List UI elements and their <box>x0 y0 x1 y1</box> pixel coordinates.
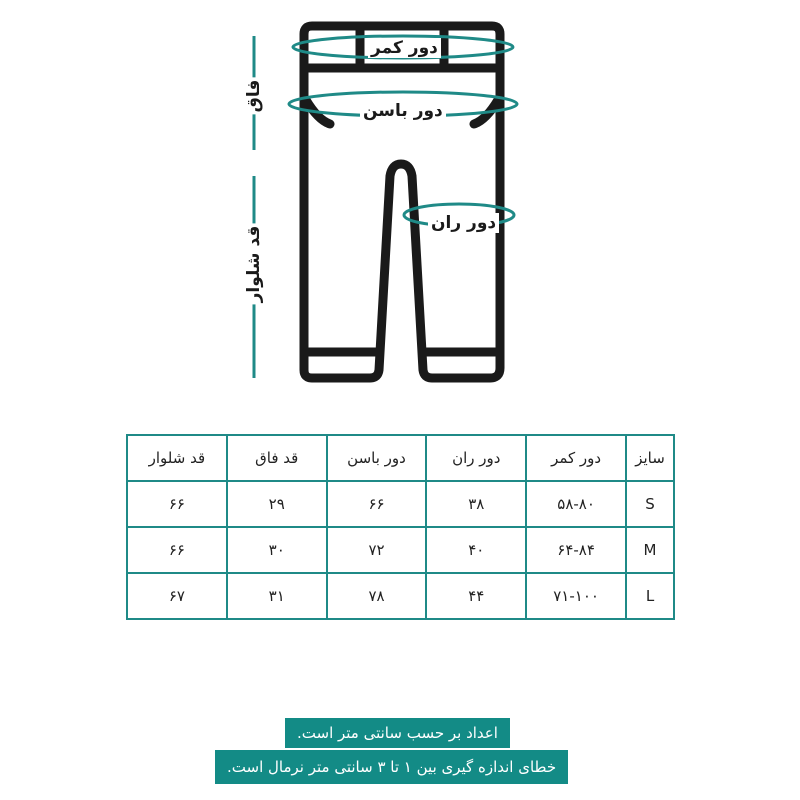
tolerance-note: خطای اندازه گیری بین ۱ تا ۳ سانتی متر نرمال است. <box>215 750 568 784</box>
table-header: دور باسن <box>327 435 427 481</box>
table-cell: ۶۷ <box>127 573 227 619</box>
table-header: دور کمر <box>526 435 626 481</box>
pants-silhouette <box>304 26 500 378</box>
thigh-label: دور ران <box>428 213 499 233</box>
table-cell: ۳۰ <box>227 527 327 573</box>
table-header: دور ران <box>426 435 526 481</box>
table-cell: ۲۹ <box>227 481 327 527</box>
table-cell: ۴۴ <box>426 573 526 619</box>
table-cell: ۶۶ <box>127 481 227 527</box>
table-cell: ۷۲ <box>327 527 427 573</box>
table-cell: ۳۱ <box>227 573 327 619</box>
table-cell: ۷۱-۱۰۰ <box>526 573 626 619</box>
table-cell: ۳۸ <box>426 481 526 527</box>
size-table <box>126 434 675 620</box>
table-header: قد فاق <box>227 435 327 481</box>
hip-label: دور باسن <box>360 101 446 121</box>
table-cell: ۵۸-۸۰ <box>526 481 626 527</box>
table-cell: ۷۸ <box>327 573 427 619</box>
waist-label: دور کمر <box>368 38 441 58</box>
table-header-row <box>127 435 674 481</box>
inseam-label: قد شلوار <box>244 225 264 303</box>
table-cell: L <box>626 573 674 619</box>
table-cell: ۴۰ <box>426 527 526 573</box>
rise-label: فاق <box>244 79 264 113</box>
units-note: اعداد بر حسب سانتی متر است. <box>285 718 510 748</box>
table-header: سایز <box>626 435 674 481</box>
table-header: قد شلوار <box>127 435 227 481</box>
table-row <box>127 573 674 619</box>
table-cell: ۶۴-۸۴ <box>526 527 626 573</box>
table-cell: S <box>626 481 674 527</box>
table-row <box>127 481 674 527</box>
table-cell: ۶۶ <box>327 481 427 527</box>
pants-outline <box>304 26 500 378</box>
table-cell: ۶۶ <box>127 527 227 573</box>
table-row <box>127 527 674 573</box>
table-cell: M <box>626 527 674 573</box>
